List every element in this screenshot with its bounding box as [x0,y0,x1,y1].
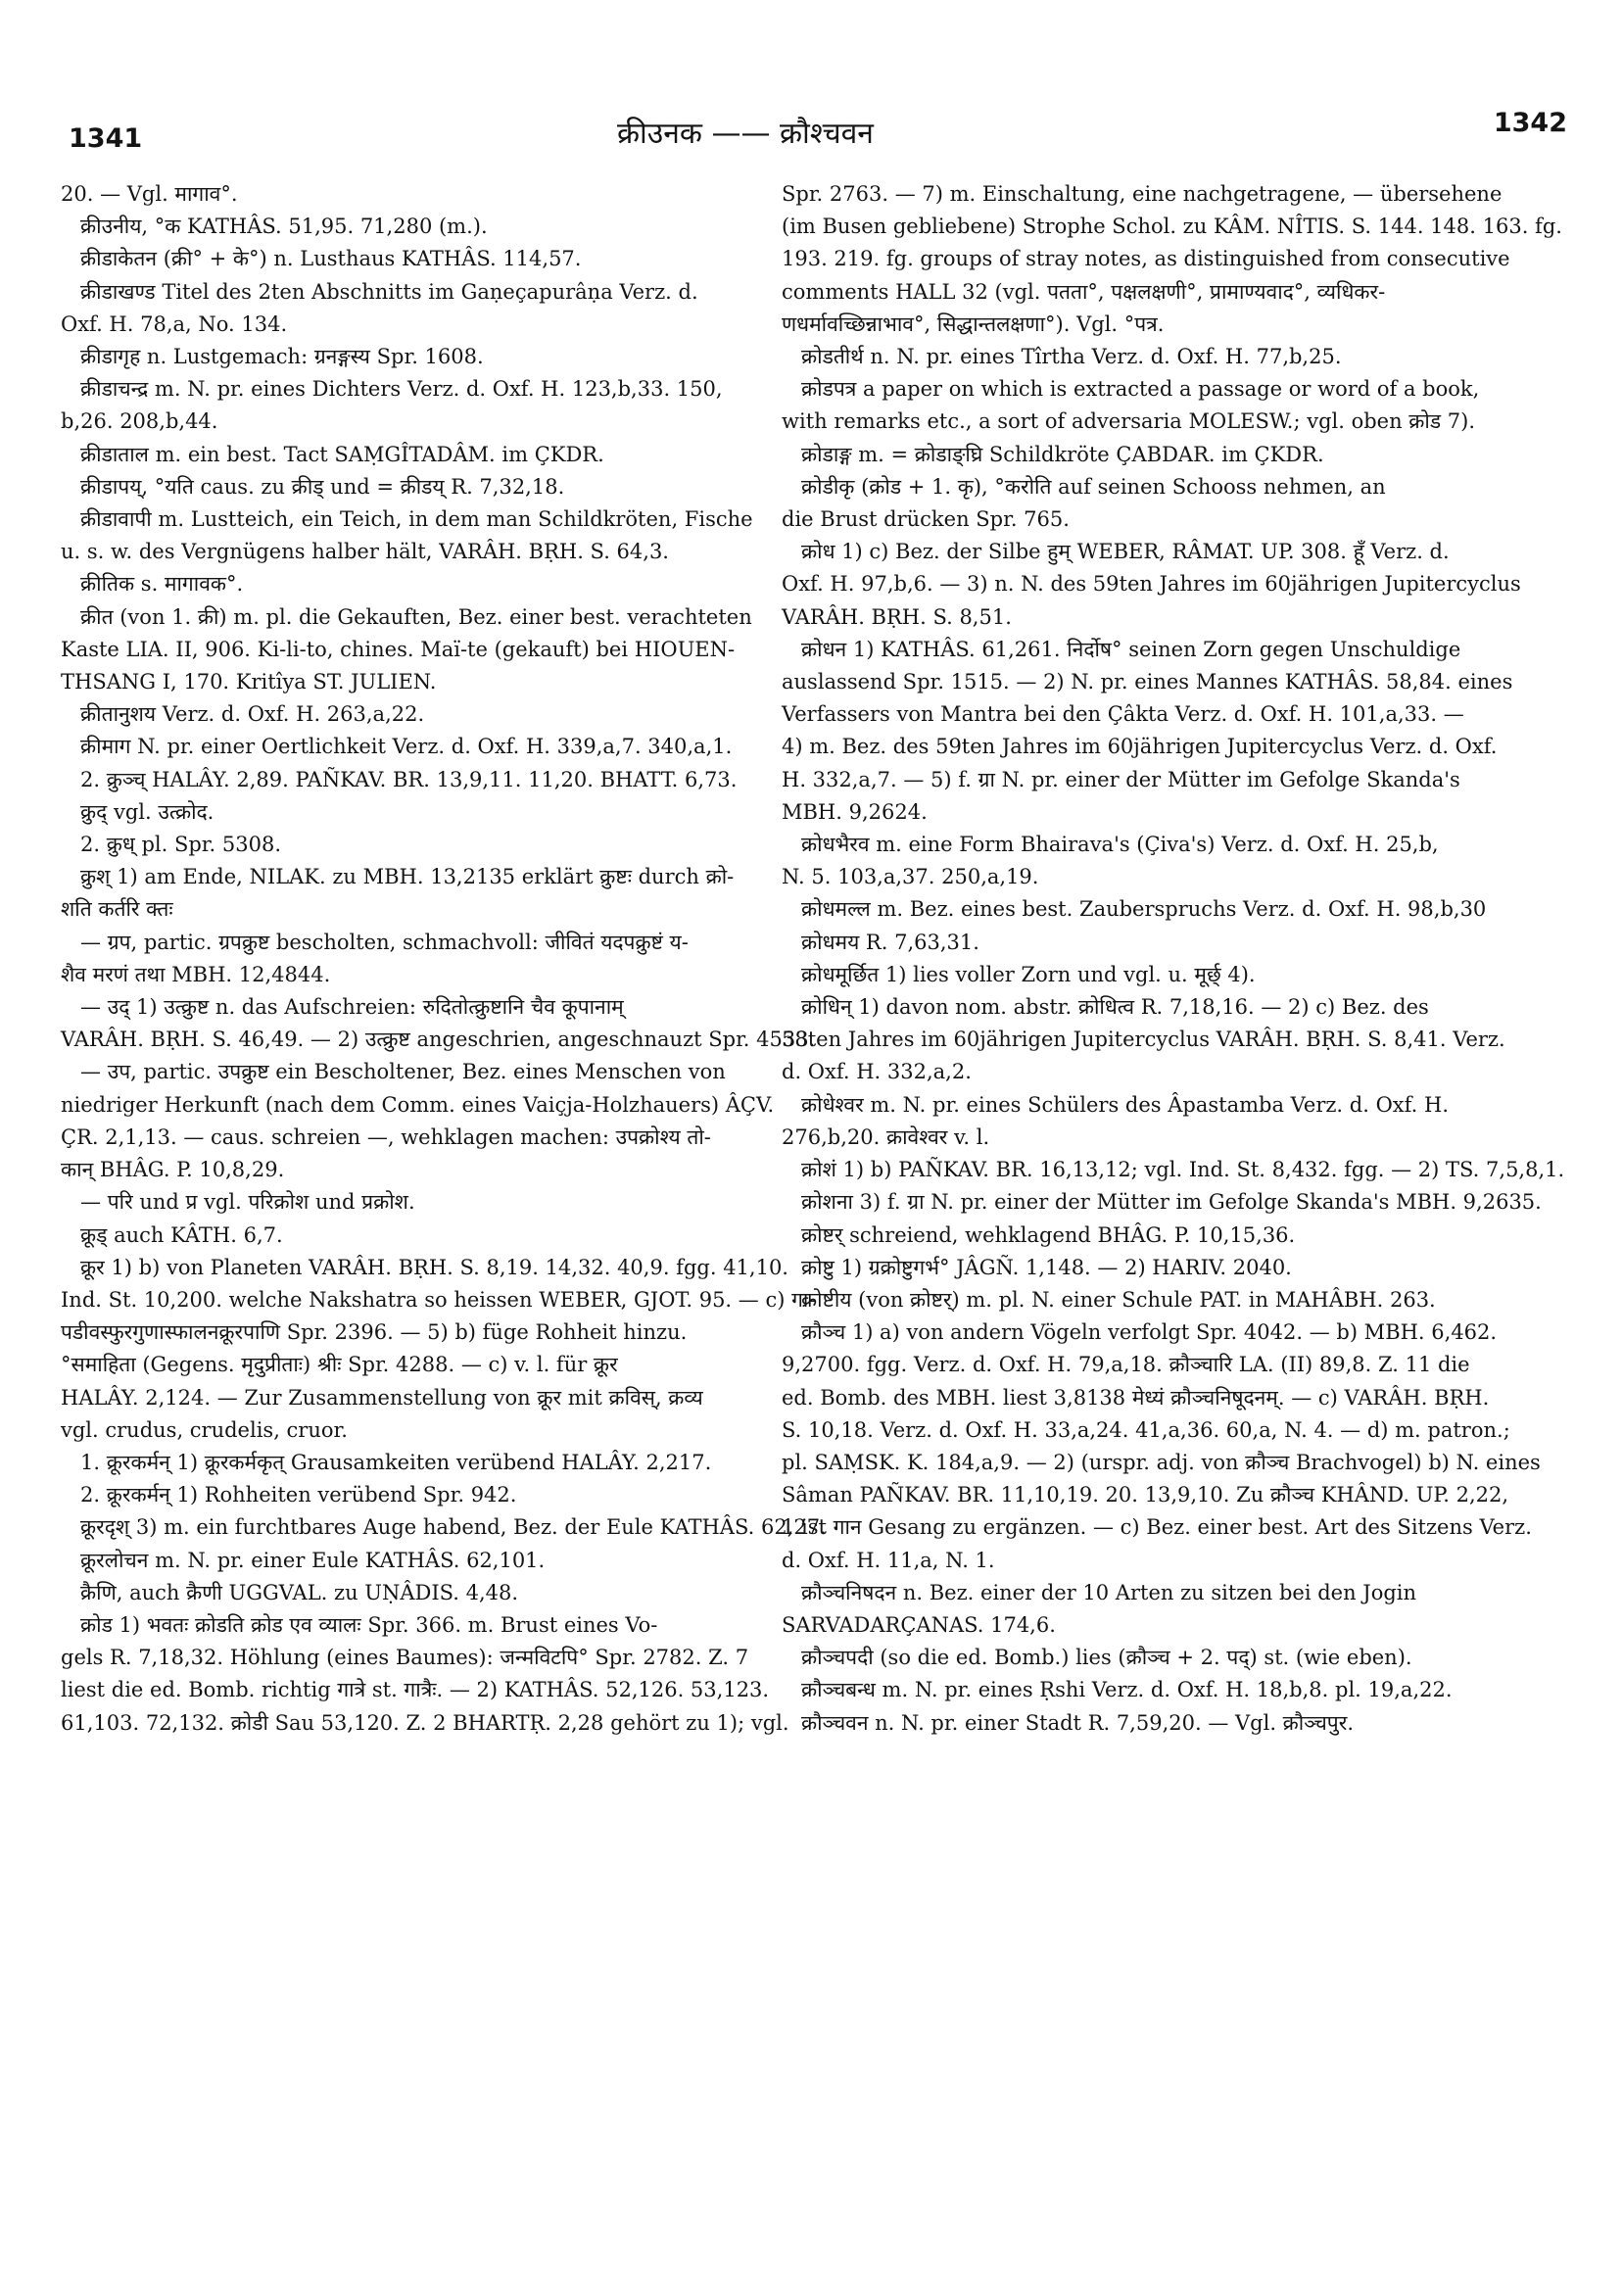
dictionary-line: क्रोडाङ्ग m. = क्रोडाङ्घ्रि Schildkröte ÇABDAR. im ÇKDR. [782,442,1324,466]
dictionary-line: (im Busen gebliebene) Strophe Schol. zu KÂM. NÎTIS. S. 144. 148. 163. fg. [782,215,1562,239]
dictionary-line: 193. 219. fg. groups of stray notes, as distinguished from consecutive [782,247,1510,271]
dictionary-line: क्रोधिन् 1) davon nom. abstr. क्रोधित्व R. 7,18,16. — 2) c) Bez. des [782,995,1429,1020]
left-column [61,178,827,1740]
dictionary-line: क्रौञ्चवन n. N. pr. einer Stadt R. 7,59,20. — Vgl. क्रौञ्चपुर. [782,1710,1354,1735]
dictionary-line: HALÂY. 2,124. — Zur Zusammenstellung von क्रूर mit क्रविस्, क्रव्य [61,1385,703,1410]
dictionary-line: क्रूरलोचन m. N. pr. einer Eule KATHÂS. 62,101. [61,1548,546,1572]
dictionary-line: ed. Bomb. des MBH. liest 3,8138 मेध्यं क्रौञ्चनिषूदनम्. — c) VARÂH. BṚH. [782,1385,1490,1410]
dictionary-line: क्रूड् auch KÂTH. 6,7. [61,1222,283,1247]
dictionary-line: SARVADARÇANAS. 174,6. [782,1612,1056,1637]
dictionary-line: Verfassers von Mantra bei den Çâkta Verz. d. Oxf. H. 101,a,33. — [782,702,1464,727]
dictionary-line: Spr. 2763. — 7) m. Einschaltung, eine nachgetragene, — übersehene [782,182,1503,206]
dictionary-line: शैव मरणं तथा MBH. 12,4844. [61,962,331,986]
dictionary-line: die Brust drücken Spr. 765. [782,507,1070,532]
dictionary-line: क्रुश् 1) am Ende, NILAK. zu MBH. 13,2135 erklärt क्रुष्टः durch क्रो- [61,865,735,889]
dictionary-line: 9,2700. fgg. Verz. d. Oxf. H. 79,a,18. क्रौञ्चारि LA. (II) 89,8. Z. 11 die [782,1353,1470,1377]
page-number-right: 1342 [1493,108,1567,138]
dictionary-line: क्रोधभैरव m. eine Form Bhairava's (Çiva's) Verz. d. Oxf. H. 25,b, [782,833,1439,857]
dictionary-line: क्रीडाताल m. ein best. Tact SAṂGÎTADÂM. im ÇKDR. [61,442,604,466]
dictionary-line: क्रोशं 1) b) PAÑKAV. BR. 16,13,12; vgl. Ind. St. 8,432. fgg. — 2) TS. 7,5,8,1. [782,1158,1565,1182]
dictionary-line: क्रोधमल्ल m. Bez. eines best. Zauberspruchs Verz. d. Oxf. H. 98,b,30 [782,897,1487,922]
dictionary-line: क्रीडाचन्द्र m. N. pr. eines Dichters Verz. d. Oxf. H. 123,b,33. 150, [61,377,723,402]
dictionary-line: MBH. 9,2624. [782,799,928,824]
dictionary-line: THSANG I, 170. Kritîya ST. JULIEN. [61,670,437,694]
dictionary-line: पडीवस्फुरगुणास्फालनक्रूरपाणि Spr. 2396. — 5) b) füge Rohheit hinzu. [61,1320,688,1345]
dictionary-line: niedriger Herkunft (nach dem Comm. eines Vaiçja-Holzhauers) ÂÇV. [61,1092,775,1117]
dictionary-line: क्रोड 1) भवतः क्रोडति क्रोड एव व्यालः Spr. 366. m. Brust eines Vo- [61,1612,658,1637]
dictionary-line: 1 ist गान Gesang zu ergänzen. — c) Bez. einer best. Art des Sitzens Verz. [782,1515,1532,1540]
page-number-left: 1341 [69,123,143,154]
dictionary-line: Sâman PAÑKAV. BR. 11,10,19. 20. 13,9,10. Zu क्रौञ्च KHÂND. UP. 2,22, [782,1483,1509,1507]
dictionary-line: with remarks etc., a sort of adversaria MOLESW.; vgl. oben क्रोड 7). [782,409,1476,434]
dictionary-line: क्रोष्टर् schreiend, wehklagend BHÂG. P. 10,15,36. [782,1222,1296,1247]
page-header [39,102,1587,161]
dictionary-line: क्रौञ्च 1) a) von andern Vögeln verfolgt Spr. 4042. — b) MBH. 6,462. [782,1320,1498,1345]
dictionary-line: liest die ed. Bomb. richtig गात्रे st. गात्रैः. — 2) KATHÂS. 52,126. 53,123. [61,1678,770,1702]
dictionary-line: 4) m. Bez. des 59ten Jahres im 60jährigen Jupitercyclus Verz. d. Oxf. [782,735,1498,759]
dictionary-line: S. 10,18. Verz. d. Oxf. H. 33,a,24. 41,a,36. 60,a, N. 4. — d) m. patron.; [782,1417,1510,1442]
dictionary-line: क्रोडतीर्थ n. N. pr. eines Tîrtha Verz. d. Oxf. H. 77,b,25. [782,345,1342,369]
dictionary-line: Ind. St. 10,200. welche Nakshatra so heissen WEBER, GJOT. 95. — c) गा- [61,1287,816,1312]
dictionary-line: क्रूरदृश् 3) m. ein furchtbares Auge habend, Bez. der Eule KATHÂS. 62,27. [61,1515,827,1540]
dictionary-line: क्रोष्टु 1) ग्रक्रोष्टुगर्भ° JÂGÑ. 1,148. — 2) HARIV. 2040. [782,1255,1292,1279]
dictionary-line: क्रोधन 1) KATHÂS. 61,261. निर्दोष° seinen Zorn gegen Unschuldige [782,637,1461,661]
dictionary-line: क्रीडागृह n. Lustgemach: ग्रनङ्गस्य Spr. 1608. [61,345,484,369]
running-head: क्रीउनक —— क्रौश्चवन [617,117,874,151]
dictionary-line: क्रैणि, auch क्रैणी UGGVAL. zu UṆÂDIS. 4,48. [61,1580,519,1604]
dictionary-line: comments HALL 32 (vgl. पतता°, पक्षलक्षणी°, प्रामाण्यवाद°, व्यधिकर- [782,279,1386,304]
dictionary-line: — परि und प्र vgl. परिक्रोश und प्रक्रोश. [61,1190,415,1215]
dictionary-line: H. 332,a,7. — 5) f. ग्रा N. pr. einer der Mütter im Gefolge Skanda's [782,767,1460,791]
dictionary-line: auslassend Spr. 1515. — 2) N. pr. eines Mannes KATHÂS. 58,84. eines [782,670,1513,694]
dictionary-line: Kaste LIA. II, 906. Ki-li-to, chines. Maï-te (gekauft) bei HIOUEN- [61,637,736,661]
dictionary-line: क्रीतानुशय Verz. d. Oxf. H. 263,a,22. [61,702,425,727]
dictionary-line: क्रीडावापी m. Lustteich, ein Teich, in dem man Schildkröten, Fische [61,507,753,532]
dictionary-line: 2. क्रुञ्च् HALÂY. 2,89. PAÑKAV. BR. 13,9,11. 11,20. BHATT. 6,73. [61,767,738,791]
dictionary-line: °समाहिता (Gegens. मृदुप्रीताः) श्रीः Spr. 4288. — c) v. l. für क्रूर [61,1353,618,1377]
dictionary-line: क्रीडापय्, °यति caus. zu क्रीड् und = क्रीडय् R. 7,32,18. [61,474,565,499]
dictionary-line: 2. क्रुध् pl. Spr. 5308. [61,833,281,857]
dictionary-line: Oxf. H. 78,a, No. 134. [61,311,288,336]
dictionary-line: कान् BHÂG. P. 10,8,29. [61,1158,285,1182]
dictionary-line: शति कर्तरि क्तः [61,897,173,922]
dictionary-line: क्रीमाग N. pr. einer Oertlichkeit Verz. d. Oxf. H. 339,a,7. 340,a,1. [61,735,733,759]
dictionary-line: ÇR. 2,1,13. — caus. schreien —, wehklagen machen: उपक्रोश्य तो- [61,1124,711,1149]
dictionary-line: VARÂH. BṚH. S. 8,51. [782,604,1012,629]
dictionary-line: क्रोधेश्वर m. N. pr. eines Schülers des Âpastamba Verz. d. Oxf. H. [782,1092,1449,1117]
dictionary-line: क्रोडपत्र a paper on which is extracted a passage or word of a book, [782,377,1480,402]
right-column [782,178,1565,1740]
dictionary-line: क्रोध 1) c) Bez. der Silbe हुम् WEBER, RÂMAT. UP. 308. हूँ Verz. d. [782,540,1450,564]
dictionary-line: क्रूर 1) b) von Planeten VARÂH. BṚH. S. 8,19. 14,32. 40,9. fgg. 41,10. [61,1255,788,1279]
dictionary-line: क्रोधमय R. 7,63,31. [782,930,979,954]
dictionary-line: 276,b,20. क्रावेश्वर v. l. [782,1124,990,1149]
dictionary-line: u. s. w. des Vergnügens halber hält, VARÂH. BṚH. S. 64,3. [61,540,669,564]
dictionary-line: pl. SAṂSK. K. 184,a,9. — 2) (urspr. adj. von क्रौञ्च Brachvogel) b) N. eines [782,1450,1541,1474]
dictionary-line: क्रीडाखण्ड Titel des 2ten Abschnitts im Gaṇeçapurâṇa Verz. d. [61,279,698,304]
dictionary-line: क्रीउनीय, °क KATHÂS. 51,95. 71,280 (m.). [61,215,488,239]
dictionary-line: क्रौञ्चनिषदन n. Bez. einer der 10 Arten zu sitzen bei den Jogin [782,1580,1417,1604]
dictionary-line: क्रीत (von 1. क्री) m. pl. die Gekauften, Bez. einer best. verachteten [61,604,752,629]
dictionary-line: णधर्मावच्छिन्नाभाव°, सिद्धान्तलक्षणा°). Vgl. °पत्र. [782,311,1165,336]
dictionary-line: 2. क्रूरकर्मन् 1) Rohheiten verübend Spr. 942. [61,1483,517,1507]
dictionary-line: b,26. 208,b,44. [61,409,218,434]
dictionary-line: क्रोशना 3) f. ग्रा N. pr. einer der Mütter im Gefolge Skanda's MBH. 9,2635. [782,1190,1542,1215]
dictionary-line: 61,103. 72,132. क्रोडी Sau 53,120. Z. 2 BHARTṚ. 2,28 gehört zu 1); vgl. [61,1710,789,1735]
dictionary-line: 1. क्रूरकर्मन् 1) क्रूरकर्मकृत् Grausamkeiten verübend HALÂY. 2,217. [61,1450,712,1474]
dictionary-line: 20. — Vgl. मागाव°. [61,182,238,206]
dictionary-line: — उद् 1) उत्क्रुष्ट n. das Aufschreien: रुदितोत्क्रुष्टानि चैव कूपानाम् [61,995,624,1020]
dictionary-line: 58ten Jahres im 60jährigen Jupitercyclus VARÂH. BṚH. S. 8,41. Verz. [782,1028,1505,1052]
dictionary-line: Oxf. H. 97,b,6. — 3) n. N. des 59ten Jahres im 60jährigen Jupitercyclus [782,572,1521,597]
dictionary-line: VARÂH. BṚH. S. 46,49. — 2) उत्क्रुष्ट angeschrien, angeschnauzt Spr. 4533. [61,1028,816,1052]
dictionary-line: क्रीडाकेतन (क्री° + के°) n. Lusthaus KATHÂS. 114,57. [61,247,582,271]
dictionary-line: — उप, partic. उपक्रुष्ट ein Bescholtener, Bez. eines Menschen von [61,1060,726,1084]
dictionary-line: क्रोधमूर्छित 1) lies voller Zorn und vgl. u. मूर्छ् 4). [782,962,1256,986]
dictionary-line: क्रोष्टीय (von क्रोष्टर्) m. pl. N. einer Schule PAT. in MAHÂBH. 263. [782,1287,1436,1312]
dictionary-line: क्रौञ्चपदी (so die ed. Bomb.) lies (क्रौञ्च + 2. पद्) st. (wie eben). [782,1646,1412,1670]
dictionary-line: d. Oxf. H. 332,a,2. [782,1060,972,1084]
dictionary-line: क्रुद् vgl. उत्क्रोद. [61,799,215,824]
dictionary-line: gels R. 7,18,32. Höhlung (eines Baumes): जन्मविटपि° Spr. 2782. Z. 7 [61,1646,749,1670]
dictionary-line: — ग्रप, partic. ग्रपक्रुष्ट bescholten, schmachvoll: जीवितं यदपक्रुष्टं य- [61,930,689,954]
dictionary-line: vgl. crudus, crudelis, cruor. [61,1417,348,1442]
dictionary-line: N. 5. 103,a,37. 250,a,19. [782,865,1039,889]
dictionary-line: क्रौञ्चबन्ध m. N. pr. eines Ṛshi Verz. d. Oxf. H. 18,b,8. pl. 19,a,22. [782,1678,1453,1702]
dictionary-line: क्रोडीकृ (क्रोड + 1. कृ), °करोति auf seinen Schooss nehmen, an [782,474,1386,499]
dictionary-line: d. Oxf. H. 11,a, N. 1. [782,1548,995,1572]
dictionary-line: क्रीतिक s. मागावक°. [61,572,244,597]
